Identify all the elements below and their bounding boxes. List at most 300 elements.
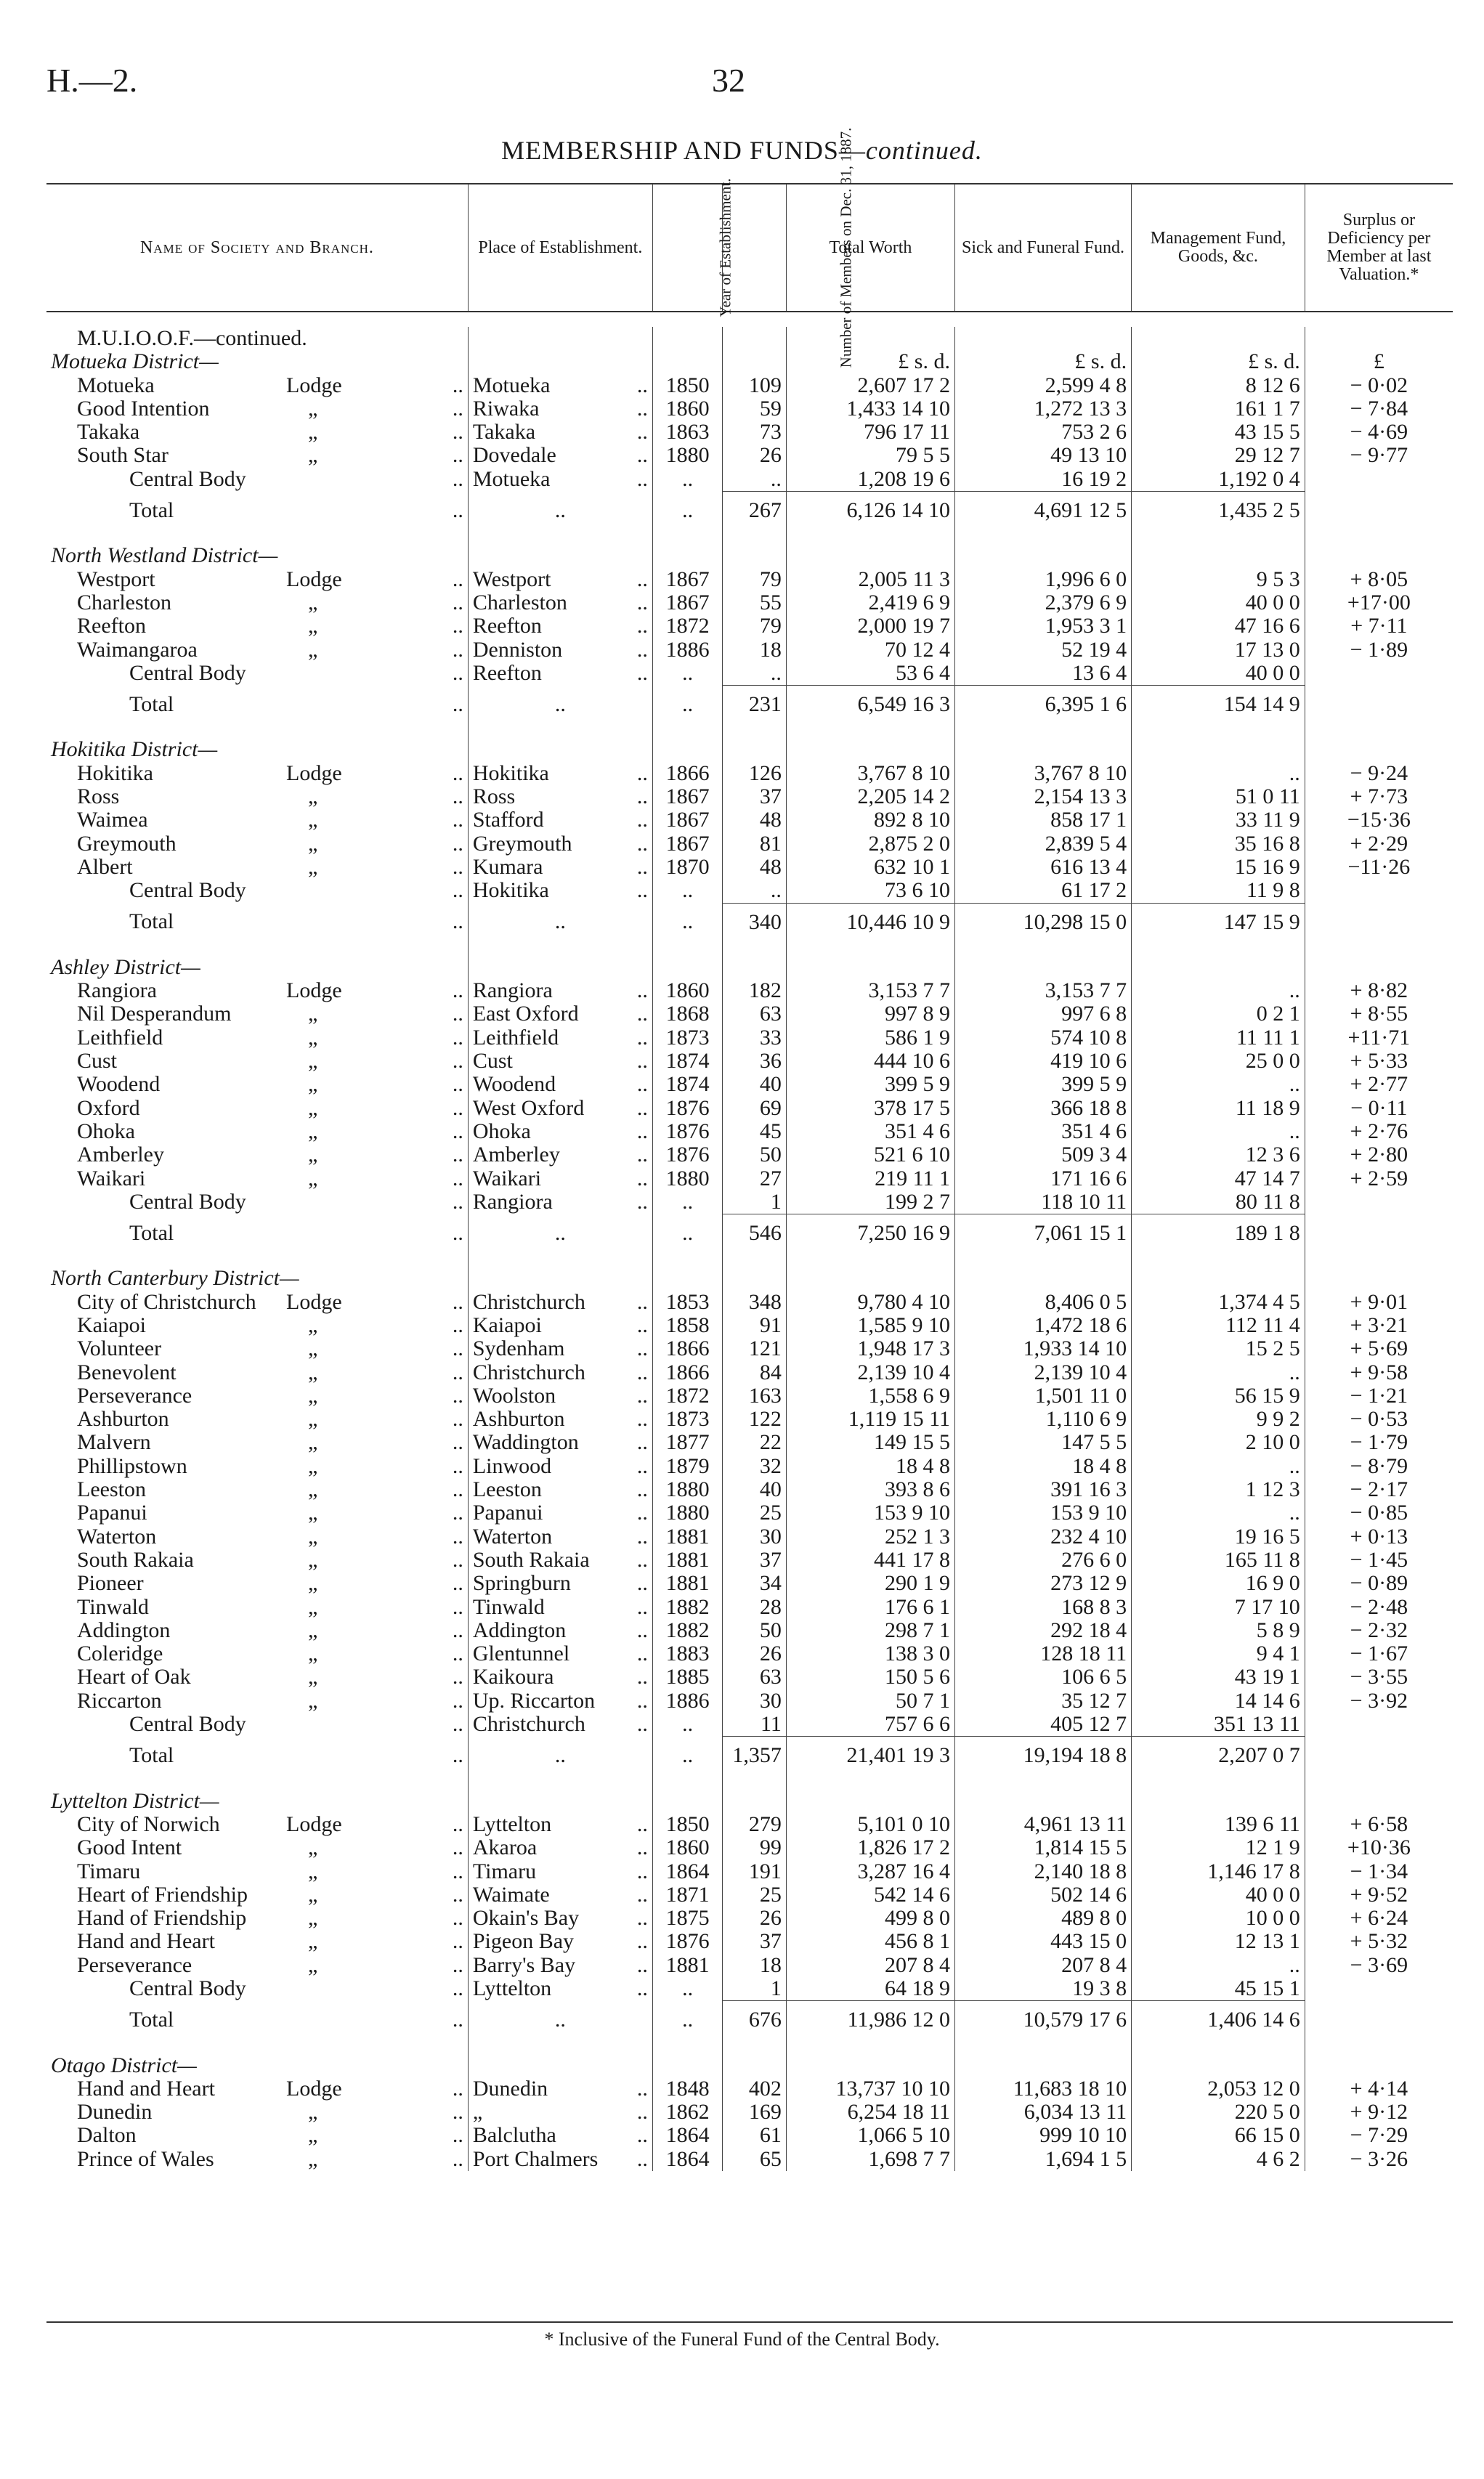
total-year-cell bbox=[652, 492, 722, 530]
branch-name-cell bbox=[46, 1549, 468, 1572]
management-cell: .. bbox=[1132, 979, 1305, 1002]
place-cell bbox=[468, 1642, 652, 1665]
surplus-cell: − 2·17 bbox=[1305, 1478, 1453, 1501]
branch-kind: „ bbox=[308, 1595, 318, 1619]
sick-funeral-cell: 1,110 6 9 bbox=[954, 1408, 1131, 1431]
place-cell bbox=[468, 2124, 652, 2147]
leader-dots: .. bbox=[452, 1002, 463, 1026]
place-cell bbox=[468, 1665, 652, 1689]
members-cell: 99 bbox=[723, 1836, 787, 1859]
sick-funeral-cell: 4,961 13 11 bbox=[954, 1813, 1131, 1836]
place-cell bbox=[468, 1190, 652, 1214]
members-cell: 37 bbox=[723, 785, 787, 808]
leader-dots: .. bbox=[636, 1073, 648, 1097]
branch-name-cell bbox=[46, 1455, 468, 1478]
management-total-cell: 147 15 9 bbox=[1132, 903, 1305, 941]
sick-funeral-cell: 997 6 8 bbox=[954, 1002, 1131, 1026]
leader-dots: .. bbox=[452, 1143, 463, 1167]
leader-dots: .. bbox=[452, 2147, 463, 2171]
total-year-cell bbox=[652, 1214, 722, 1253]
total-worth-total-cell: 21,401 19 3 bbox=[786, 1737, 954, 1775]
blank-cell bbox=[468, 941, 652, 956]
total-worth-total-cell: 10,446 10 9 bbox=[786, 903, 954, 941]
branch-name: Perseverance bbox=[77, 1384, 192, 1408]
blank-cell bbox=[723, 1252, 787, 1267]
year-cell: 1860 bbox=[652, 1836, 722, 1859]
place-cell bbox=[468, 1813, 652, 1836]
sick-funeral-cell: 11,683 18 10 bbox=[954, 2077, 1131, 2101]
sick-funeral-cell: 207 8 4 bbox=[954, 1954, 1131, 1977]
year-cell: .. bbox=[652, 1713, 722, 1737]
sick-funeral-cell: 128 18 11 bbox=[954, 1642, 1131, 1665]
branch-name: Good Intent bbox=[77, 1836, 182, 1860]
branch-kind: „ bbox=[308, 832, 318, 856]
management-total-cell: 1,406 14 6 bbox=[1132, 2001, 1305, 2040]
total-worth-cell: 6,254 18 11 bbox=[786, 2101, 954, 2124]
branch-kind: „ bbox=[308, 1572, 318, 1596]
members-cell: 61 bbox=[723, 2124, 787, 2147]
total-members-cell: 1,357 bbox=[723, 1737, 787, 1775]
leader-dots: .. bbox=[636, 1119, 648, 1143]
place-cell bbox=[468, 397, 652, 421]
blank-cell bbox=[652, 738, 722, 761]
place-cell bbox=[468, 1455, 652, 1478]
blank-cell bbox=[786, 2040, 954, 2054]
place-name: Waikari bbox=[472, 1167, 542, 1190]
total-place-cell bbox=[468, 1214, 652, 1253]
branch-name-cell bbox=[46, 1713, 468, 1737]
management-cell: 45 15 1 bbox=[1132, 1977, 1305, 2001]
year-cell: 1873 bbox=[652, 1408, 722, 1431]
leader-dots: .. bbox=[452, 1618, 463, 1642]
total-label: Total bbox=[129, 1220, 174, 1245]
total-row bbox=[46, 492, 1453, 530]
place-name: Stafford bbox=[472, 808, 544, 832]
leader-dots: .. bbox=[636, 661, 648, 686]
leader-dots: .. bbox=[452, 591, 463, 614]
blank-cell bbox=[652, 350, 722, 373]
surplus-cell: − 1·45 bbox=[1305, 1549, 1453, 1572]
surplus-cell: − 0·89 bbox=[1305, 1572, 1453, 1595]
members-cell: 182 bbox=[723, 979, 787, 1002]
place-name: Denniston bbox=[472, 638, 563, 662]
total-row bbox=[46, 686, 1453, 724]
branch-kind: „ bbox=[308, 808, 318, 832]
total-place-cell bbox=[468, 492, 652, 530]
place-cell bbox=[468, 638, 652, 662]
total-members-cell: 676 bbox=[723, 2001, 787, 2040]
sick-funeral-cell: 168 8 3 bbox=[954, 1596, 1131, 1619]
branch-name: Phillipstown bbox=[77, 1454, 187, 1478]
table-row bbox=[46, 2148, 1453, 2171]
total-worth-cell: 199 2 7 bbox=[786, 1190, 954, 1214]
surplus-total-cell bbox=[1305, 2001, 1453, 2040]
management-cell: 11 9 8 bbox=[1132, 879, 1305, 903]
unit-label: s. bbox=[1264, 350, 1278, 374]
branch-kind: „ bbox=[308, 855, 318, 879]
leader-dots: .. bbox=[452, 855, 463, 879]
branch-name: Ohoka bbox=[77, 1119, 135, 1143]
total-label-cell bbox=[46, 492, 468, 530]
branch-name-cell bbox=[46, 1190, 468, 1214]
members-cell: 402 bbox=[723, 2077, 787, 2101]
year-cell: 1863 bbox=[652, 421, 722, 444]
leader-dots: .. bbox=[636, 1190, 648, 1214]
blank-cell bbox=[786, 1252, 954, 1267]
blank-cell bbox=[1132, 2040, 1305, 2054]
leader-dots: .. bbox=[636, 1525, 648, 1549]
place-name: Woodend bbox=[472, 1073, 556, 1097]
year-cell: 1874 bbox=[652, 1050, 722, 1073]
surplus-cell: − 2·48 bbox=[1305, 1596, 1453, 1619]
management-cell: 12 13 1 bbox=[1132, 1930, 1305, 1953]
blank-cell bbox=[468, 956, 652, 979]
management-cell: 47 16 6 bbox=[1132, 614, 1305, 638]
total-worth-cell: 149 15 5 bbox=[786, 1431, 954, 1454]
leader-dots: .. bbox=[452, 1220, 463, 1245]
year-cell: 1864 bbox=[652, 1860, 722, 1883]
table-row bbox=[46, 2101, 1453, 2124]
surplus-cell: − 0·11 bbox=[1305, 1097, 1453, 1120]
place-name: East Oxford bbox=[472, 1002, 579, 1026]
management-cell: 11 18 9 bbox=[1132, 1097, 1305, 1120]
surplus-cell: − 0·85 bbox=[1305, 1501, 1453, 1525]
place-name: Christchurch bbox=[472, 1713, 585, 1737]
branch-kind: „ bbox=[308, 1408, 318, 1432]
branch-name-cell bbox=[46, 2124, 468, 2147]
surplus-cell: − 7·84 bbox=[1305, 397, 1453, 421]
total-worth-cell: 1,558 6 9 bbox=[786, 1384, 954, 1408]
total-worth-cell: 3,287 16 4 bbox=[786, 1860, 954, 1883]
sick-funeral-cell: 13 6 4 bbox=[954, 662, 1131, 686]
branch-kind: „ bbox=[308, 1501, 318, 1525]
place-name: Okain's Bay bbox=[472, 1907, 580, 1931]
leader-dots: .. bbox=[636, 1360, 648, 1384]
total-worth-total-cell: 7,250 16 9 bbox=[786, 1214, 954, 1253]
blank-cell bbox=[468, 1252, 652, 1267]
members-cell: 79 bbox=[723, 614, 787, 638]
branch-kind: „ bbox=[308, 2147, 318, 2171]
blank-cell bbox=[723, 956, 787, 979]
table-row bbox=[46, 1907, 1453, 1930]
branch-name: Tinwald bbox=[77, 1595, 149, 1619]
place-cell bbox=[468, 1361, 652, 1384]
place-cell bbox=[468, 1954, 652, 1977]
branch-name: Volunteer bbox=[77, 1337, 162, 1361]
branch-name: Nil Desperandum bbox=[77, 1002, 232, 1026]
branch-kind: „ bbox=[308, 614, 318, 638]
table-row bbox=[46, 1665, 1453, 1689]
blank-cell bbox=[1305, 544, 1453, 567]
management-total-cell: 154 14 9 bbox=[1132, 686, 1305, 724]
management-cell: .. bbox=[1132, 1120, 1305, 1143]
branch-name: Hand and Heart bbox=[77, 2077, 215, 2101]
branch-name-cell bbox=[46, 1143, 468, 1167]
branch-kind: „ bbox=[308, 2101, 318, 2125]
place-name: South Rakaia bbox=[472, 1548, 590, 1572]
year-cell: 1876 bbox=[652, 1097, 722, 1120]
branch-name-cell bbox=[46, 879, 468, 903]
sick-funeral-cell: 118 10 11 bbox=[954, 1190, 1131, 1214]
place-name: Hokitika bbox=[472, 879, 549, 903]
place-name: Balclutha bbox=[472, 2124, 556, 2148]
place-name: „ bbox=[472, 2101, 483, 2125]
sick-funeral-cell: 366 18 8 bbox=[954, 1097, 1131, 1120]
year-cell: .. bbox=[652, 468, 722, 492]
management-cell: 7 17 10 bbox=[1132, 1596, 1305, 1619]
surplus-cell: − 1·21 bbox=[1305, 1384, 1453, 1408]
branch-name: City of Christchurch bbox=[77, 1290, 256, 1314]
total-worth-cell: 2,139 10 4 bbox=[786, 1361, 954, 1384]
total-worth-cell: 53 6 4 bbox=[786, 662, 954, 686]
branch-kind: Lodge bbox=[286, 761, 342, 785]
branch-name-cell bbox=[46, 1291, 468, 1314]
leader-dots: .. bbox=[636, 567, 648, 591]
management-cell: 5 8 9 bbox=[1132, 1619, 1305, 1642]
sick-funeral-cell: 1,933 14 10 bbox=[954, 1337, 1131, 1360]
blank-cell bbox=[954, 544, 1131, 567]
blank-cell bbox=[786, 1775, 954, 1790]
place-cell bbox=[468, 1549, 652, 1572]
blank-cell bbox=[954, 723, 1131, 738]
place-cell bbox=[468, 614, 652, 638]
branch-name-cell bbox=[46, 421, 468, 444]
total-worth-cell: 399 5 9 bbox=[786, 1073, 954, 1096]
blank-cell bbox=[46, 530, 468, 544]
table-row bbox=[46, 1572, 1453, 1595]
leader-dots: .. bbox=[452, 691, 463, 716]
branch-name: Central Body bbox=[129, 1713, 246, 1737]
blank-cell bbox=[1305, 738, 1453, 761]
leader-dots: .. bbox=[452, 1360, 463, 1384]
leader-dots: .. bbox=[452, 1408, 463, 1432]
blank-cell bbox=[723, 530, 787, 544]
leader-dots: .. bbox=[636, 1313, 648, 1337]
year-cell: 1850 bbox=[652, 374, 722, 397]
total-year-cell bbox=[652, 903, 722, 941]
table-row bbox=[46, 1860, 1453, 1883]
branch-name-cell bbox=[46, 568, 468, 591]
table-body bbox=[46, 312, 1453, 2171]
leader-dots: .. bbox=[636, 1907, 648, 1931]
place-name: Cust bbox=[472, 1050, 513, 1074]
place-name: Dovedale bbox=[472, 444, 556, 468]
place-name: Dunedin bbox=[472, 2077, 548, 2101]
blank-cell bbox=[652, 530, 722, 544]
branch-kind: „ bbox=[308, 1525, 318, 1549]
surplus-cell: +17·00 bbox=[1305, 591, 1453, 614]
management-cell: 19 16 5 bbox=[1132, 1525, 1305, 1549]
blank-cell bbox=[652, 1790, 722, 1813]
blank-cell bbox=[1132, 1775, 1305, 1790]
place-cell bbox=[468, 1689, 652, 1713]
members-cell: 63 bbox=[723, 1002, 787, 1026]
district-name: Ashley District— bbox=[51, 955, 200, 979]
sick-funeral-cell: 232 4 10 bbox=[954, 1525, 1131, 1549]
management-cell: 33 11 9 bbox=[1132, 808, 1305, 832]
total-label-cell bbox=[46, 2001, 468, 2040]
blank-cell bbox=[1132, 2054, 1305, 2077]
blank-cell bbox=[652, 1267, 722, 1290]
place-name: Springburn bbox=[472, 1572, 571, 1596]
total-place-cell bbox=[468, 2001, 652, 2040]
total-members-cell: 340 bbox=[723, 903, 787, 941]
leader-dots: .. bbox=[452, 421, 463, 445]
place-name: Ross bbox=[472, 785, 516, 809]
district-heading-row bbox=[46, 1790, 1453, 1813]
total-worth-cell: 1,208 19 6 bbox=[786, 468, 954, 492]
leader-dots: .. bbox=[452, 397, 463, 421]
leader-dots: .. bbox=[636, 808, 648, 832]
management-cell: 51 0 11 bbox=[1132, 785, 1305, 808]
place-cell bbox=[468, 2101, 652, 2124]
management-cell: 40 0 0 bbox=[1132, 662, 1305, 686]
members-cell: 81 bbox=[723, 832, 787, 856]
place-name: Woolston bbox=[472, 1384, 556, 1408]
table-row bbox=[46, 421, 1453, 444]
place-name: Lyttelton bbox=[472, 1812, 552, 1836]
leader-dots: .. bbox=[452, 785, 463, 809]
place-name: Waimate bbox=[472, 1883, 550, 1907]
leader-dots: .. bbox=[452, 614, 463, 638]
blank-cell bbox=[652, 544, 722, 567]
branch-name-cell bbox=[46, 1501, 468, 1525]
place-cell bbox=[468, 1977, 652, 2001]
branch-name-cell bbox=[46, 2101, 468, 2124]
management-cell: 40 0 0 bbox=[1132, 591, 1305, 614]
place-cell bbox=[468, 1314, 652, 1337]
table-row bbox=[46, 1291, 1453, 1314]
management-cell: 112 11 4 bbox=[1132, 1314, 1305, 1337]
blank-cell bbox=[723, 544, 787, 567]
year-cell: 1881 bbox=[652, 1954, 722, 1977]
sick-funeral-cell: 276 6 0 bbox=[954, 1549, 1131, 1572]
total-worth-cell: 1,433 14 10 bbox=[786, 397, 954, 421]
branch-name: Takaka bbox=[77, 421, 140, 445]
branch-name-cell bbox=[46, 2077, 468, 2101]
place-name: Reefton bbox=[472, 661, 542, 686]
district-name: North Westland District— bbox=[51, 544, 278, 568]
branch-name-cell bbox=[46, 785, 468, 808]
place-name: Lyttelton bbox=[472, 1977, 552, 2001]
blank-cell bbox=[468, 723, 652, 738]
branch-kind: „ bbox=[308, 1167, 318, 1190]
year-cell: 1872 bbox=[652, 1384, 722, 1408]
management-cell: 1,374 4 5 bbox=[1132, 1291, 1305, 1314]
total-worth-cell: 5,101 0 10 bbox=[786, 1813, 954, 1836]
total-year-cell bbox=[652, 686, 722, 724]
leader-dots: .. bbox=[452, 373, 463, 397]
year-cell: 1885 bbox=[652, 1665, 722, 1689]
place-name: Papanui bbox=[472, 1501, 543, 1525]
place-cell bbox=[468, 1167, 652, 1190]
table-row bbox=[46, 638, 1453, 662]
management-cell: 25 0 0 bbox=[1132, 1050, 1305, 1073]
leader-dots: .. bbox=[636, 2077, 648, 2101]
branch-name-cell bbox=[46, 1642, 468, 1665]
leader-dots: .. bbox=[452, 1384, 463, 1408]
unit-label: s. bbox=[1090, 350, 1106, 374]
branch-name-cell bbox=[46, 2148, 468, 2171]
total-members-cell: 267 bbox=[723, 492, 787, 530]
blank-cell bbox=[1132, 1252, 1305, 1267]
sick-funeral-cell: 616 13 4 bbox=[954, 856, 1131, 879]
table-row bbox=[46, 2077, 1453, 2101]
leader-dots: .. bbox=[452, 1689, 463, 1713]
place-cell bbox=[468, 1596, 652, 1619]
surplus-cell: + 8·82 bbox=[1305, 979, 1453, 1002]
place-cell bbox=[468, 1120, 652, 1143]
table-row bbox=[46, 1431, 1453, 1454]
branch-kind: „ bbox=[308, 1953, 318, 1977]
leader-dots: .. bbox=[452, 879, 463, 903]
total-worth-cell: 252 1 3 bbox=[786, 1525, 954, 1549]
sick-funeral-cell: 574 10 8 bbox=[954, 1026, 1131, 1050]
leader-dots: .. bbox=[452, 1883, 463, 1907]
branch-name: Kaiapoi bbox=[77, 1313, 146, 1337]
leader-dots: .. bbox=[452, 1572, 463, 1596]
place-cell bbox=[468, 1907, 652, 1930]
table-row bbox=[46, 1642, 1453, 1665]
management-cell: .. bbox=[1132, 1954, 1305, 1977]
branch-name: Albert bbox=[77, 855, 133, 879]
year-cell: 1886 bbox=[652, 1689, 722, 1713]
surplus-cell: − 1·79 bbox=[1305, 1431, 1453, 1454]
branch-kind: „ bbox=[308, 1930, 318, 1954]
table-row bbox=[46, 856, 1453, 879]
place-name: Christchurch bbox=[472, 1290, 585, 1314]
place-cell bbox=[468, 1408, 652, 1431]
surplus-cell: + 2·29 bbox=[1305, 832, 1453, 856]
year-cell: 1864 bbox=[652, 2148, 722, 2171]
page-number: 32 bbox=[712, 62, 745, 99]
place-cell bbox=[468, 591, 652, 614]
table-row bbox=[46, 1619, 1453, 1642]
place-cell bbox=[468, 1713, 652, 1737]
unit-label: d. bbox=[1284, 350, 1300, 374]
order-row bbox=[46, 327, 1453, 350]
branch-name: Leithfield bbox=[77, 1026, 163, 1050]
surplus-total-cell bbox=[1305, 686, 1453, 724]
table-row bbox=[46, 1190, 1453, 1214]
branch-name: Ashburton bbox=[77, 1408, 169, 1432]
col-header-year-text: Year of Establishment. bbox=[716, 178, 734, 317]
leader-dots: .. bbox=[452, 1642, 463, 1666]
year-cell: 1879 bbox=[652, 1455, 722, 1478]
place-cell bbox=[468, 979, 652, 1002]
table-row bbox=[46, 1954, 1453, 1977]
sick-funeral-cell: 2,839 5 4 bbox=[954, 832, 1131, 856]
table-row bbox=[46, 808, 1453, 832]
table-row bbox=[46, 1314, 1453, 1337]
total-label-cell bbox=[46, 1737, 468, 1775]
management-cell: 10 0 0 bbox=[1132, 1907, 1305, 1930]
leader-dots: .. bbox=[636, 1002, 648, 1026]
surplus-cell: + 5·32 bbox=[1305, 1930, 1453, 1953]
district-name: Hokitika District— bbox=[51, 738, 218, 762]
leader-dots: .. bbox=[636, 1408, 648, 1432]
branch-kind: „ bbox=[308, 1360, 318, 1384]
blank-cell bbox=[723, 723, 787, 738]
branch-name-cell bbox=[46, 1050, 468, 1073]
surplus-cell: − 0·53 bbox=[1305, 1408, 1453, 1431]
members-cell: 121 bbox=[723, 1337, 787, 1360]
leader-dots: .. bbox=[554, 1743, 566, 1768]
leader-dots: .. bbox=[554, 498, 566, 522]
year-cell: 1872 bbox=[652, 614, 722, 638]
management-cell: 43 15 5 bbox=[1132, 421, 1305, 444]
leader-dots: .. bbox=[452, 1119, 463, 1143]
